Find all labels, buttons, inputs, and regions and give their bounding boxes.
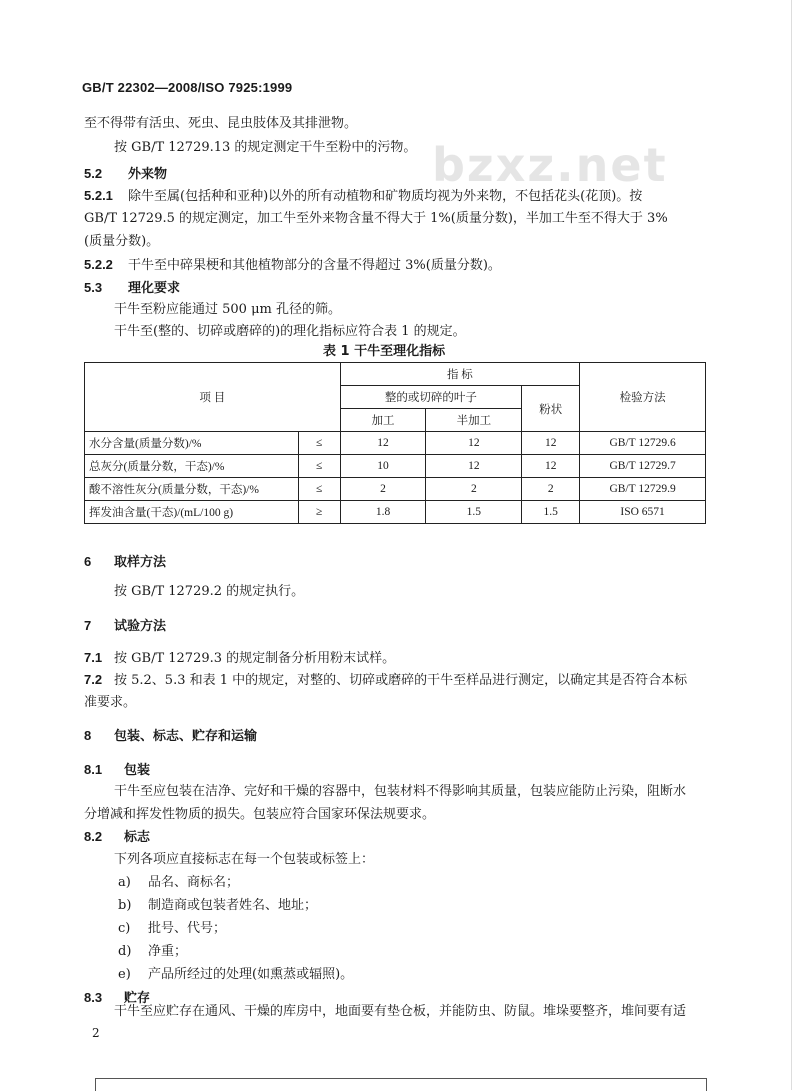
text-line: 分增减和挥发性物质的损失。包装应符合国家环保法规要求。 xyxy=(84,807,436,822)
section-title: 贮存 xyxy=(124,991,151,1006)
row-semi-value: 2 xyxy=(426,478,522,501)
page-number: 2 xyxy=(92,1026,100,1040)
row-processed-value: 2 xyxy=(340,478,426,501)
row-method: ISO 6571 xyxy=(580,501,706,524)
row-processed-value: 10 xyxy=(340,455,426,478)
list-key: e) xyxy=(118,967,131,982)
row-processed-value: 12 xyxy=(340,432,426,455)
table-row xyxy=(85,478,706,501)
clause-text: 干牛至中碎果梗和其他植物部分的含量不得超过 3%(质量分数)。 xyxy=(128,258,501,273)
section-8-2-heading xyxy=(84,829,150,846)
section-title: 理化要求 xyxy=(128,281,181,296)
row-processed-value: 1.8 xyxy=(340,501,426,524)
clause-5-2-2 xyxy=(84,257,501,274)
section-number: 5.2 xyxy=(84,166,103,181)
section-title: 取样方法 xyxy=(114,555,167,570)
table-header-row xyxy=(85,363,706,386)
text-line: 按 GB/T 12729.2 的规定执行。 xyxy=(114,584,305,599)
header-whole-leaves: 整的或切碎的叶子 xyxy=(340,386,522,409)
text-line: 干牛至粉应能通过 500 μm 孔径的筛。 xyxy=(114,302,341,317)
section-number: 8 xyxy=(84,728,92,743)
section-title: 外来物 xyxy=(128,167,168,182)
row-item: 酸不溶性灰分(质量分数，干态)/% xyxy=(85,478,299,501)
list-text: 批号、代号； xyxy=(148,921,227,936)
section-title: 标志 xyxy=(124,830,151,845)
row-method: GB/T 12729.9 xyxy=(580,478,706,501)
section-number: 6 xyxy=(84,554,92,569)
section-5-3-heading xyxy=(84,280,180,297)
clause-number: 5.2.1 xyxy=(84,188,113,203)
section-6-heading xyxy=(84,554,166,571)
text-line: 干牛至应包装在洁净、完好和干燥的容器中，包装材料不得影响其质量，包装应能防止污染，阻断水 xyxy=(114,784,687,799)
list-text: 制造商或包装者姓名、地址； xyxy=(148,898,318,913)
text-line: 准要求。 xyxy=(84,695,137,710)
list-key: b) xyxy=(118,898,132,913)
row-semi-value: 12 xyxy=(426,432,522,455)
section-number: 7 xyxy=(84,618,92,633)
row-item: 挥发油含量(干态)/(mL/100 g) xyxy=(85,501,299,524)
row-powder-value: 1.5 xyxy=(522,501,580,524)
clause-7-1 xyxy=(84,650,395,667)
list-key: c) xyxy=(118,921,131,936)
clause-text: 按 5.2、5.3 和表 1 中的规定，对整的、切碎或磨碎的干牛至样品进行测定，以确定其是否符合本标 xyxy=(114,673,688,688)
physicochemical-table xyxy=(84,362,706,524)
row-powder-value: 12 xyxy=(522,455,580,478)
list-item xyxy=(118,898,317,914)
section-8-1-heading xyxy=(84,762,150,779)
clause-5-2-1 xyxy=(84,188,642,205)
next-page-edge xyxy=(95,1078,707,1091)
row-powder-value: 12 xyxy=(522,432,580,455)
clause-7-2 xyxy=(84,672,687,689)
row-item: 水分含量(质量分数)/% xyxy=(85,432,299,455)
text-line: 至不得带有活虫、死虫、昆虫肢体及其排泄物。 xyxy=(84,116,358,131)
text-line: 干牛至应贮存在通风、干燥的库房中，地面要有垫仓板，并能防虫、防鼠。堆垛要整齐，堆间要有适 xyxy=(114,1004,687,1019)
standard-header: GB/T 22302—2008/ISO 7925:1999 xyxy=(82,80,293,95)
section-number: 8.2 xyxy=(84,829,103,844)
header-powder: 粉状 xyxy=(522,386,580,432)
header-semi-processed: 半加工 xyxy=(426,409,522,432)
list-item xyxy=(118,875,239,891)
table-row xyxy=(85,501,706,524)
list-item xyxy=(118,921,226,937)
text-line: 按 GB/T 12729.13 的规定测定干牛至粉中的污物。 xyxy=(114,140,417,155)
text-line: 下列各项应直接标志在每一个包装或标签上： xyxy=(114,852,375,867)
text-line: (质量分数)。 xyxy=(84,234,160,249)
row-semi-value: 12 xyxy=(426,455,522,478)
row-operator: ≥ xyxy=(298,501,340,524)
header-method: 检验方法 xyxy=(580,363,706,432)
list-text: 净重； xyxy=(148,944,188,959)
list-key: d) xyxy=(118,944,132,959)
clause-text: 按 GB/T 12729.3 的规定制备分析用粉末试样。 xyxy=(114,651,396,666)
list-text: 产品所经过的处理(如熏蒸或辐照)。 xyxy=(148,967,354,982)
header-index: 指 标 xyxy=(340,363,580,386)
clause-number: 7.2 xyxy=(84,672,103,687)
scan-edge xyxy=(791,0,792,1090)
list-key: a) xyxy=(118,875,131,890)
row-method: GB/T 12729.7 xyxy=(580,455,706,478)
table-caption: 表 1 干牛至理化指标 xyxy=(323,344,446,359)
list-item xyxy=(118,967,353,983)
row-operator: ≤ xyxy=(298,478,340,501)
section-title: 试验方法 xyxy=(114,619,167,634)
clause-text: 除牛至属(包括种和亚种)以外的所有动植物和矿物质均视为外来物，不包括花头(花顶)。按 xyxy=(128,189,643,204)
row-item: 总灰分(质量分数，干态)/% xyxy=(85,455,299,478)
list-item xyxy=(118,944,187,960)
section-title: 包装、标志、贮存和运输 xyxy=(114,729,258,744)
table-row xyxy=(85,455,706,478)
section-7-heading xyxy=(84,618,166,635)
row-semi-value: 1.5 xyxy=(426,501,522,524)
row-operator: ≤ xyxy=(298,455,340,478)
text-line: GB/T 12729.5 的规定测定，加工牛至外来物含量不得大于 1%(质量分数)，半加工牛至不得大于 3% xyxy=(84,211,668,226)
clause-number: 5.2.2 xyxy=(84,257,113,272)
list-text: 品名、商标名； xyxy=(148,875,240,890)
table-row xyxy=(85,432,706,455)
header-item: 项 目 xyxy=(85,363,341,432)
header-processed: 加工 xyxy=(340,409,426,432)
site-watermark: bzxz.net xyxy=(432,138,668,192)
row-method: GB/T 12729.6 xyxy=(580,432,706,455)
section-number: 8.1 xyxy=(84,762,103,777)
section-5-2-heading xyxy=(84,166,167,183)
row-operator: ≤ xyxy=(298,432,340,455)
section-number: 5.3 xyxy=(84,280,103,295)
section-title: 包装 xyxy=(124,763,151,778)
section-8-heading xyxy=(84,728,257,745)
row-powder-value: 2 xyxy=(522,478,580,501)
section-number: 8.3 xyxy=(84,990,103,1005)
clause-number: 7.1 xyxy=(84,650,103,665)
text-line: 干牛至(整的、切碎或磨碎的)的理化指标应符合表 1 的规定。 xyxy=(114,324,466,339)
